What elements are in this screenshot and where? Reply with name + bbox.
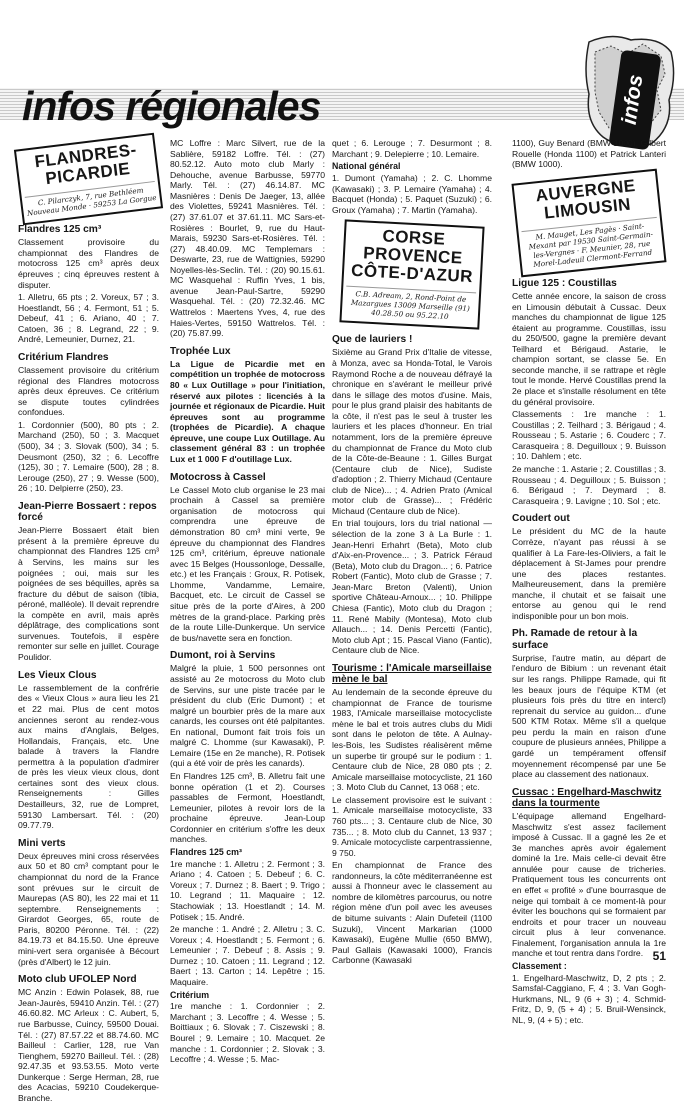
heading-vieux-clous: Les Vieux Clous: [18, 669, 97, 681]
paragraph: En Flandres 125 cm³, B. Alletru fait une bonne opération (1 et 2). Courses passables de Fermont, Hoestlandt, Lemeunier, pilotes à revoir lors de la prochaine épreuve. Jean-Loup Cordonnier en critérium s'offre les deux manches.: [170, 771, 325, 845]
flandres-box: [14, 133, 163, 226]
heading-coudert: Coudert out: [512, 513, 570, 525]
paragraph: Jean-Pierre Bossaert était bien présent à la première épreuve du championnat des Flandres 125 cm³ à Servins, les mains sur les poignées ; oui, mais sur les poignées de ses béquilles, après sa fracture du début de saison (tibia, péroné, malléole). Il devait reprendre la compète en avril, mais après déplâtrage, des complications sont survenues. Toutefois, il espère remonter sur selle en juillet. Courage Poulidor.: [18, 525, 159, 663]
subheading-criterium: Critérium: [170, 989, 210, 1000]
flandres-box-title: FLANDRES-PICARDIE: [33, 139, 138, 189]
paragraph: Classement provisoire du championnat des Flandres de motocross 125 cm³ après deux épreuves ; cinq épreuves restent à disputer.: [18, 237, 159, 290]
paragraph: 2e manche : 1. André ; 2. Alletru ; 3. C. Voreux ; 4. Hoestlandt ; 5. Fermont ; 6. Lemeunier ; 7. Debeuf ; 8. Assis ; 9. Durnez ; 10. Catoen ; 11. Legrand ; 12. Baert ; 13. Carton ; 14. Lepêtre ; 15. Maquaire.: [170, 924, 325, 987]
heading-mini-verts: Mini verts: [18, 837, 66, 849]
paragraph: 2e manche : 1. Astarie ; 2. Coustillas ; 3. Rousseau ; 4. Deguilloux ; 5. Buisson ; 6. Bérigaud ; 7. Deymard ; 8. Carasqueira ; 9. Lavigne ; 10. Sol ; etc.: [512, 463, 666, 506]
heading-ufolep: Moto club UFOLEP Nord: [18, 974, 137, 986]
paragraph: Surprise, l'autre matin, au départ de l'enduro de Bibium : un revenant était sur les rangs. Philippe Ramade, qui fit les beaux jours de l'équipe KTM (et plusieurs fois près du titre en intercl) reprenait du service au guidon... d'une 500 KTM Rotax. Même s'il a quelque peu perdu la main en raison d'une coupure de plusieurs années, Philippe a gardé un tempérament offensif moyennement récompensé par une 5e place au classement des nationaux.: [512, 652, 666, 780]
page-number: 51: [652, 949, 666, 963]
paragraph: Au lendemain de la seconde épreuve du championnat de France de tourisme 1983, l'Amicale marseillaise motocycliste mène le bal et trois autres clubs du Midi sont dans le peloton de tête. A Aulnay-les-Bois, les Sudistes réalisèrent même un superbe tir groupé sur le podium : 1. Centaure club de Nice, 28 080 pts ; 2. Amicale marseillaise motocycliste, 21 160 ; 3. Moto Club du Cannet, 13 068 ; etc.: [332, 687, 492, 793]
paragraph: Le classement provisoire est le suivant : 1. Amicale marseillaise motocycliste, 33 760 pts... ; 3. Centaure club de Nice, 30 735... ; 8. Moto club du Cannet, 13 937 ; 9. Amicale motocycliste carpentrassienne, 9 750.: [332, 794, 493, 858]
heading-ramade: Ph. Ramade de retour à la surface: [512, 628, 638, 651]
heading-ligue-125: Ligue 125 : Coustillas: [512, 277, 617, 289]
heading-cussac: Cussac : Engelhard-Maschwitz dans la tourmente: [512, 786, 662, 809]
heading-bossaert: Jean-Pierre Bossaert : repos forcé: [18, 500, 157, 524]
paragraph: Malgré la pluie, 1 500 personnes ont assisté au 2e motocross du Moto club de Servins, sur une piste tracée par le président du club (Eric Dumont) ; et malgré un bourbier près de la mare aux canards, les courses ont été palpitantes. En national, Dumont fait trois fois un malgré C. Lhomme (sur Kawasaki), P. Lemaire (15e en 2e manche), R. Potisek (qui a été voir de près les canards).: [170, 663, 325, 769]
paragraph: En trial toujours, lors du trial national — sélection de la zone 3 à La Burle : 1. Jean-Henri Erhahrt (Beta), Moto club d'Aix-en-Provence... ; 3. Patrick Féraud (Beta), Moto club du Dragon... ; 6. Patrice Robert (Fantic), Moto club de Grasse ; 7. Jean-Marc Breton (Valenti), Union sportive Château-Arnoux... ; 10. Philippe Chiesa (Fantic), Moto club du Dragon ; 11. René Mabily (Montesa), Moto club Allauch... ; 14. Denis Percetti (Fantic), Moto club Apt ; 15. Pascal Viano (Fantic), Centaure club de Nice.: [332, 518, 492, 656]
heading-lauriers: Que de lauriers !: [332, 334, 413, 346]
heading-trophee-lux: Trophée Lux: [170, 345, 231, 357]
corse-box-title: CORSE PROVENCE CÔTE-D'AZUR: [350, 226, 474, 287]
auvergne-box: [511, 168, 666, 277]
paragraph: L'équipage allemand Engelhard-Maschwitz s'est assez facilement imposé à Cussac. Il a gagné les 2e et 3e manches après avoir également dominé la 1re. Mais celle-ci devait être annulée pour cause de tricheries. Pratiquement tous les concurrents ont en effet « profité » d'une bourrasque de neige qui tombait à ce moment-là pour éviter les bouchons qui se formaient par endroits et pour tracer un nouveau circuit plus à leur convenance. Finalement, l'organisation annula la 1re manche et tout rentra dans l'ordre.: [512, 811, 666, 959]
paragraph: Le rassemblement de la confrérie des « Vieux Clous » aura lieu les 21 et 22 mai. Plus de cent motos anciennes seront au rendez-vous aux mains d'Anglais, Belges, Hollandais, Français, etc. Une balade à travers la Flandre permettra à la population d'admirer de près les vieux vieux clous, dont certaines sont des vieux clous. Renseignements : Gilles Destailleurs, 32, rue de Lompret, 59130 Lambersart. Tél. : (20) 09.77.79.: [18, 682, 159, 831]
paragraph: 1re manche : 1. Alletru ; 2. Fermont ; 3. Ariano ; 4. Catoen ; 5. Debeuf ; 6. C. Voreux ; 7. Durnez ; 8. Baert ; 9. Trigo ; 10. Legrand ; 11. Maquaire ; 12. Stachowiak ; 13. Hoestlandt ; 14. M. Potisek ; 15. André.: [170, 858, 325, 922]
auvergne-box-title: AUVERGNE LIMOUSIN: [534, 175, 637, 223]
paragraph: Classement provisoire du critérium régional des Flandres motocross après deux épreuves. Ce critérium se dispute toutes cylindrées confondues.: [18, 365, 159, 418]
column-1: [18, 138, 159, 1106]
paragraph: Sixième au Grand Prix d'Italie de vitesse, à Monza, avec sa Honda-Total, le Varois Raymond Roche a de nouveau défrayé la chronique en s'avérant le meilleur privé dans le sillage des motos d'usine. Mais, pour le plus grand plaisir des habitants de la côte, il n'est pas le seul à truster les lauriers et les places d'honneur. En trial notamment, lors de la première épreuve du championnat de France du Moto club de la Côte-de-Beaune : 1. Gilles Burgat (Centaure club de Nice), Sudiste d'adoption ; 2. Thierry Michaud (Centaure club de Nice)... ; 4. Adrien Prato (Amical motor club de Grasse)... ; Frédéric Michaud (Centaure club de Nice).: [332, 347, 492, 516]
subheading-classement: Classement :: [512, 960, 567, 971]
corse-box-address: C.B. Adream, 2, Rond-Point de Mazargues 13009 Marseille (91) 40.28.50 ou 95.22.10: [345, 286, 476, 323]
subheading-flandres-125: Flandres 125 cm³: [170, 846, 242, 857]
paragraph: 1100), Guy Benard (BMW 1000), Gilbert Rouelle (Honda 1100) et Patrick Lanteri (BMW 1000).: [512, 138, 666, 170]
column-4: [512, 138, 666, 1028]
infos-logo: [581, 32, 677, 152]
heading-flandres-125: Flandres 125 cm³: [18, 224, 102, 236]
paragraph: 1re manche : 1. Cordonnier ; 2. Marchant ; 3. Lecoffre ; 4. Wesse ; 5. Boittiaux ; 6. Slovak ; 7. Ciszewski ; 8. Bourel ; 9. Lemaire ; 10. Macquet. 2e manche : 1. Cordonnier ; 2. Slovak ; 3. Lecoffre ; 4. Wesse ; 5. Mac-: [170, 1001, 325, 1065]
paragraph: Deux épreuves mini cross réservées aux 50 et 80 cm³ comptant pour le championnat du nord de la France sont prévues sur le circuit de Maurepas (AS 80), les 22 mai et 11 septembre. Renseignements : Girardot Georges, 65, route de Paris, 80200 Péronne. Tél. : (22) 84.19.73 et 84.15.50. Une épreuve mini-vert sera organisée à Bécourt (près d'Albert) le 12 juin.: [18, 850, 159, 967]
paragraph: MC Loffre : Marc Silvert, rue de la Sablière, 59182 Loffre. Tél. : (27) 80.52.12. Auto moto club Marly : Dehouche, avenue Barbusse, 59770 Marly. Tél. : (27) 46.14.87. MC Masnières : Denis De Jaeger, 13, allée des Violettes, 59241 Masnières. Tél. : (27) 37.61.07 et 37.61.11. MC Sars-et-Rosières : Bourlet, 9, rue du Haut-Marais, 59230 Sars-et-Rosières. Tél. : (27) 48.40.09. MC Templemars : Deswarte, 23, rue de Wattignies, 59290 Noyelles-lès-Seclin. Tél. : (20) 90.15.61. MC Wasquehal : Ruffin Yves, 1 bis, avenue Jean-Paul-Sartre, 59290 Wasquehal. Tél. : (20) 72.32.46. MC Wattrelos : Maertens Yves, 4, rue des Haies-Vertes, 59150 Wattrelos. Tél. : (20) 75.87.99.: [170, 138, 325, 339]
paragraph: En championnat de France des randonneurs, la côte méditerranéenne est aussi à l'honneur avec le classement au nombre de kilomètres parcourus, ou notre région mène d'un poil avec les aveuses de bitume suivants : Alain Dufeteil (1100 Suzuki), Vincent Markarian (1000 Kawasaki), Eugène Mullie (650 BMW), Paul Gallais (Kawasaki 1000), Francis Carbonne (Kawasaki: [332, 860, 492, 966]
paragraph: 1. Engelhard-Maschwitz, D, 2 pts ; 2. Samsfal-Caggiano, F, 4 ; 3. Van Gogh-Hurkmans, NL, 9 (6 + 3) ; 4. Schmid-Fritz, D, 9, (5 + 4) ; 5. Bruil-Wensinck, NL, 9, (4 + 5) ; etc.: [512, 972, 666, 1026]
subheading-national: National général: [332, 161, 401, 172]
heading-cassel: Motocross à Cassel: [170, 471, 266, 483]
paragraph: MC Anzin : Edwin Polasek, 88, rue Jean-Jaurès, 59410 Anzin. Tél. : (27) 46.60.82. MC Arleux : C. Aubert, 5, rue Barbusse, Cuincy, 59500 Douai. Tél. : (27) 87.57.22 et 88.74.60. MC Bailleul : Carlier, 128, rue Van Tienghem, 59270 Bailleul. Tél. : (28) 92.47.35 et 93.53.55. Moto verte Dunkerque : Serge Herman, 28, rue des Acacias, 59210 Coudekerque-Branche.: [18, 987, 159, 1103]
paragraph: La Ligue de Picardie met en compétition un trophée de motocross 80 « Lux Outillage » pour l'initiation, réservé aux pilotes : licenciés à la journée et régionaux de Picardie. Huit épreuves sont au programme (trophées de Picardie). A chaque épreuve, une coupe Lux Outillage. Au classement général 83 : un trophée Lux et 1 000 F d'outillage Lux.: [170, 358, 325, 464]
corse-box: [339, 220, 484, 330]
paragraph: Le président du MC de la haute Corrèze, n'ayant pas réussi à se qualifier à La Fare-les-Oliviers, a fait le déplacement à St-James pour prendre une des places restantes. Malheureusement, dans la première manche, il chutait et se faisait une entorse au genou qui le rend indisponible pour un bon mois.: [512, 526, 666, 621]
paragraph: Classements : 1re manche : 1. Coustillas ; 2. Teilhard ; 3. Bérigaud ; 4. Rousseau ; 5. Astarie ; 6. Couderc ; 7. Carasqueira ; 8. Deguilloux ; 9. Buisson ; 10. Dahlem ; etc.: [512, 409, 666, 462]
logo-text: infos: [617, 73, 648, 127]
section-title: infos régionales: [22, 83, 321, 129]
paragraph: quet ; 6. Lerouge ; 7. Desurmont ; 8. Marchant ; 9. Delepierre ; 10. Lemaire.: [332, 138, 492, 159]
column-2: [170, 138, 325, 1067]
column-3: [332, 138, 492, 968]
heading-tourisme: Tourisme : l'Amicale marseillaise mène le bal: [332, 662, 492, 685]
paragraph: 1. Cordonnier (500), 80 pts ; 2. Marchand (250), 50 ; 3. Macquet (500), 34 ; 3. Slovak (500), 34 ; 5. Deusmont (250), 32 ; 6. Lecoffre (125), 30 ; 7. Lemaire (500), 28 ; 8. Lerouge (250), 27 ; 9. Wesse (500), 26 ; 10. Delpierre (250), 23.: [18, 419, 159, 494]
heading-criterium: Critérium Flandres: [18, 351, 109, 363]
heading-dumont: Dumont, roi à Servins: [170, 650, 276, 662]
paragraph: 1. Alletru, 65 pts ; 2. Voreux, 57 ; 3. Hoestlandt, 56 ; 4. Fermont, 51 ; 5. Debeuf, 41 ; 6. Ariano, 40 ; 7. Catoen, 36 ; 8. Legrand, 22 ; 9. André, Lemeunier, Durnez, 21.: [18, 292, 159, 345]
paragraph: Cette année encore, la saison de cross en Limousin débutait à Cussac. Deux manches du championnat de ligue 125 étaient au programme. Coustillas, issu du 250/500, gagne la première devant Teilhard et Bérigaud. Astarie, le champion sortant, se classe 5e. En seconde manche, il se rattrape et règle tout le monde. Hervé Coustillas prend la 2e place et s'installe résolument en tête du général provisoire.: [512, 290, 666, 407]
paragraph: 1. Dumont (Yamaha) ; 2. C. Lhomme (Kawasaki) ; 3. P. Lemaire (Yamaha) ; 4. Bacquet (Honda) ; 5. Paquet (Suzuki) ; 6. Groux (Yamaha) ; 7. Martin (Yamaha).: [332, 172, 492, 215]
paragraph: Le Cassel Moto club organise le 23 mai prochain à Cassel sa première organisation de motocross qui comprendra une épreuve de démonstration 80 cm³ mini verte, 9e épreuve du championnat des Flandres 125 cm³, critérium, épreuve nationale avec 15 Belges (Houssonloge, Dessalle, etc.) et les Français : Groux, R. Potisek, Lhomme, Vandamme, Lemaire, Bacquet, etc. Le circuit de Cassel se situe près de la porte d'Aires, à 200 mètres de la grand-place. Parking près de la route Lille-Dunkerque. Un service de bus/navette sera en fonction.: [170, 484, 325, 643]
auvergne-box-address: M. Mauget, Les Pagès · Saint-Mexant par 19530 Saint-Germain-les-Vergnes · F. Meunier, 28, rue Morel-Ladeuil Clermont-Ferrand: [521, 217, 660, 270]
flandres-box-address: C. Pilarczyk, 7, rue Bethléem Nouveau Monde · 59253 La Gorgue: [25, 181, 158, 218]
